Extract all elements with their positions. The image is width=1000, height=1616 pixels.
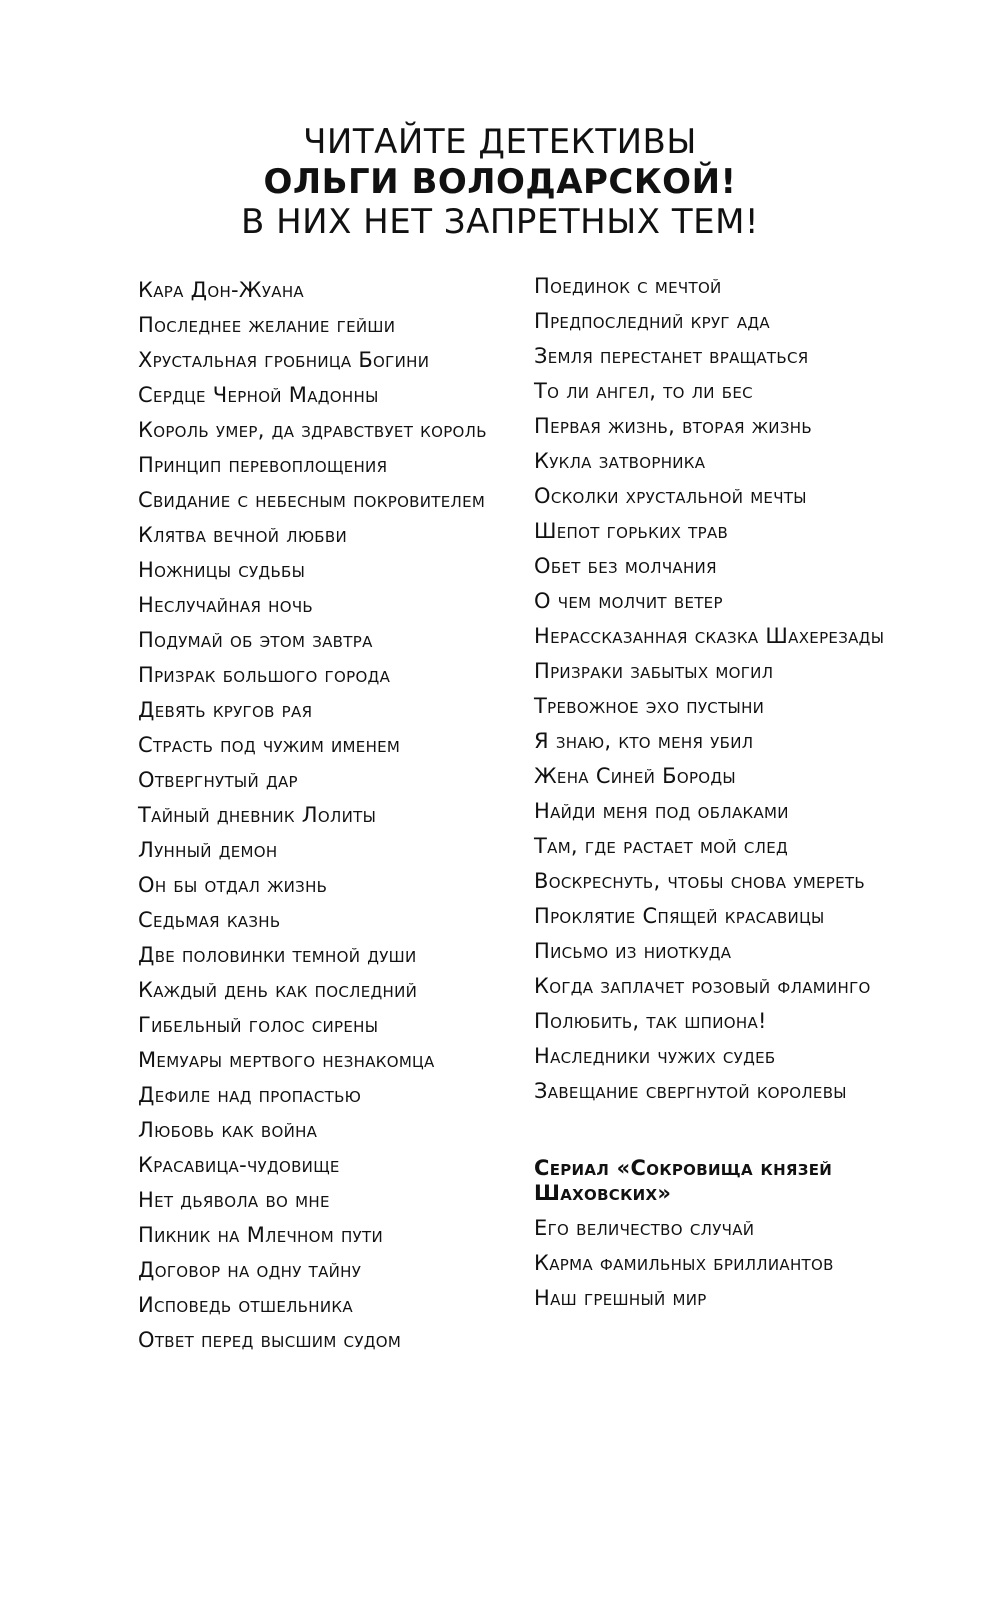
book-title: О чем молчит ветер [534,589,723,613]
book-title: Седьмая казнь [138,908,281,932]
left-title-list [138,278,510,1363]
book-title: Гибельный голос сирены [138,1013,379,1037]
book-title: Я знаю, кто меня убил [534,729,754,753]
book-title: То ли ангел, то ли бес [534,379,753,403]
book-title: Земля перестанет вращаться [534,344,809,368]
book-title: Свидание с небесным покровителем [138,488,486,512]
book-title: Тайный дневник Лолиты [138,803,377,827]
book-title: Нерассказанная сказка Шахерезады [534,624,885,648]
book-title: Отвергнутый дар [138,768,298,792]
book-title: Жена Синей Бороды [534,764,736,788]
book-title: Подумай об этом завтра [138,628,373,652]
book-title: Ответ перед высшим судом [138,1328,402,1352]
book-title: Поединок с мечтой [534,274,722,298]
book-title: Воскреснуть, чтобы снова умереть [534,869,865,893]
book-title: Любовь как война [138,1118,318,1142]
book-title: Ножницы судьбы [138,558,306,582]
book-title: Проклятие Спящей красавицы [534,904,825,928]
book-title: Призраки забытых могил [534,659,774,683]
header-author-name: ОЛЬГИ ВОЛОДАРСКОЙ! [263,162,737,202]
book-title: Найди меня под облаками [534,799,789,823]
series-book-title: Его величество случай [534,1216,755,1240]
book-title: Пикник на Млечном пути [138,1223,383,1247]
book-title: Девять кругов рая [138,698,313,722]
series-book-title: Наш грешный мир [534,1286,707,1310]
book-title: Красавица-чудовище [138,1153,340,1177]
book-title: Наследники чужих судеб [534,1044,776,1068]
right-title-list [534,274,914,1321]
book-title: Последнее желание гейши [138,313,396,337]
series-title: Сериал «Сокровища князей Шаховских» [534,1156,833,1205]
book-title: Он бы отдал жизнь [138,873,328,897]
book-title: Кара Дон-Жуана [138,278,304,302]
book-title: Полюбить, так шпиона! [534,1009,767,1033]
book-title: Осколки хрустальной мечты [534,484,807,508]
book-title: Там, где растает мой след [534,834,789,858]
header-line-3: В НИХ НЕТ ЗАПРЕТНЫХ ТЕМ! [240,202,760,242]
book-title: Лунный демон [138,838,278,862]
book-title: Неслучайная ночь [138,593,314,617]
book-title: Принцип перевоплощения [138,453,388,477]
page-header [0,122,1000,242]
book-title: Мемуары мертвого незнакомца [138,1048,435,1072]
book-title: Шепот горьких трав [534,519,729,543]
book-title: Хрустальная гробница Богини [138,348,430,372]
book-title: Тревожное эхо пустыни [534,694,765,718]
book-title: Сердце Черной Мадонны [138,383,379,407]
book-title: Кукла затворника [534,449,706,473]
header-line-1: ЧИТАЙТЕ ДЕТЕКТИВЫ [303,122,697,162]
book-title: Первая жизнь, вторая жизнь [534,414,812,438]
book-title: Завещание свергнутой королевы [534,1079,847,1103]
book-title: Исповедь отшельника [138,1293,353,1317]
book-title: Нет дьявола во мне [138,1188,330,1212]
book-title: Клятва вечной любви [138,523,348,547]
book-title: Король умер, да здравствует король [138,418,487,442]
book-title: Письмо из ниоткуда [534,939,732,963]
book-title: Обет без молчания [534,554,717,578]
series-book-title: Карма фамильных бриллиантов [534,1251,834,1275]
book-title: Дефиле над пропастью [138,1083,362,1107]
book-title: Когда заплачет розовый фламинго [534,974,871,998]
book-title: Предпоследний круг ада [534,309,770,333]
book-title: Страсть под чужим именем [138,733,401,757]
book-title: Две половинки темной души [138,943,417,967]
book-title: Каждый день как последний [138,978,418,1002]
book-title: Договор на одну тайну [138,1258,362,1282]
book-title: Призрак большого города [138,663,391,687]
